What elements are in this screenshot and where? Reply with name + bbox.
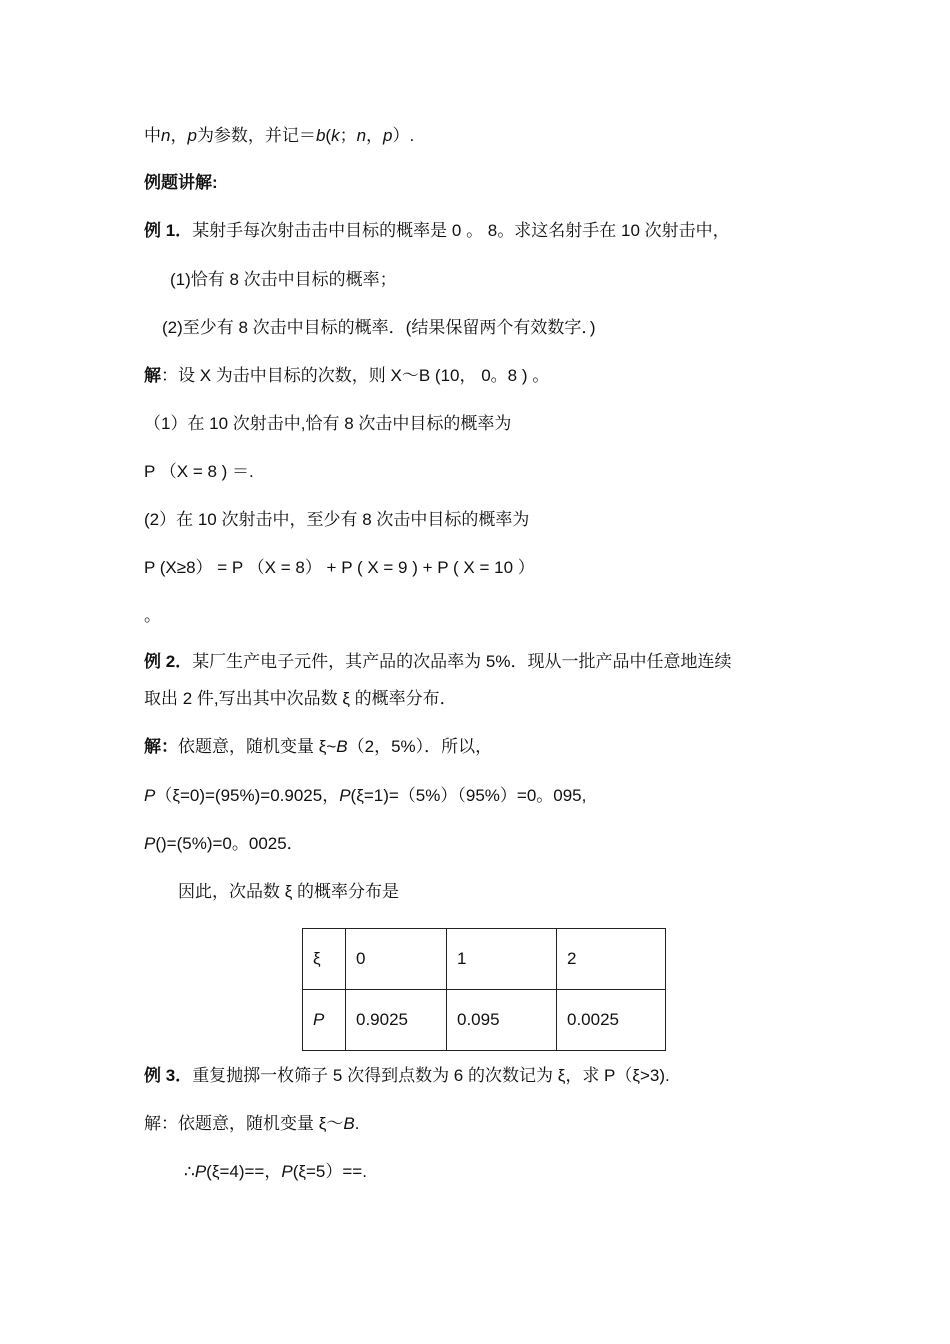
solution-1-line xyxy=(144,365,549,387)
text: 为参数，并记＝ xyxy=(196,126,316,145)
table-cell: 0.9025 xyxy=(346,990,447,1051)
solution-1-part-2: (2）在 10 次射击中，至少有 8 次击中目标的概率为 xyxy=(144,510,530,529)
var-b: B xyxy=(336,737,348,756)
text: (ξ=4)==， xyxy=(206,1162,282,1181)
var-p: p xyxy=(383,126,393,145)
text: ； xyxy=(339,126,357,145)
text: 某厂生产电子元件，其产品的次品率为 5%．现从一批产品中任意地连续 xyxy=(192,652,732,671)
var-p: P xyxy=(339,786,351,805)
formula-line: P (X≥8） = P （X = 8） + P ( X = 9 ) + P ( X = 10 ） xyxy=(144,558,535,577)
text: ， xyxy=(366,126,384,145)
text: ( xyxy=(325,126,332,145)
table-cell: 1 xyxy=(447,929,557,990)
text: （ξ=0)=(95%)=0.9025， xyxy=(155,786,340,805)
table-row xyxy=(303,929,666,990)
var-p: P xyxy=(144,834,156,853)
example-1-part-1: (1)恰有 8 次击中目标的概率； xyxy=(170,270,397,289)
var-p: p xyxy=(187,126,197,145)
example-2-line-2: 取出 2 件,写出其中次品数 ξ 的概率分布． xyxy=(144,689,457,708)
probability-distribution-table xyxy=(302,928,666,1051)
text: 某射手每次射击击中目标的概率是 0 。 8。求这名射手在 10 次射击中， xyxy=(192,221,730,240)
var-b: b xyxy=(315,126,326,145)
example-label: 例 2． xyxy=(144,652,193,671)
var-n: n xyxy=(161,126,171,145)
text: 中 xyxy=(144,126,161,145)
text: (ξ=1)=（5%）（95%）=0。095, xyxy=(350,786,587,805)
formula-line xyxy=(184,1161,367,1183)
text: 依题意，随机变量 ξ~ xyxy=(178,737,337,756)
var-k: k xyxy=(331,126,340,145)
section-heading: 例题讲解: xyxy=(144,173,218,192)
example-1-line xyxy=(144,220,730,242)
solution-2-line xyxy=(144,736,492,758)
table-cell: ξ xyxy=(303,929,346,990)
var-p: P xyxy=(281,1162,293,1181)
formula-line xyxy=(144,785,586,807)
formula-line: P （X = 8 ) ＝. xyxy=(144,462,254,481)
punctuation-line: 。 xyxy=(144,606,161,625)
example-1-part-2: (2)至少有 8 次击中目标的概率．(结果保留两个有效数字．) xyxy=(162,318,596,337)
solution-label: 解 xyxy=(144,366,161,385)
solution-3-line xyxy=(144,1113,359,1135)
example-3-line xyxy=(144,1065,670,1087)
table-cell: P xyxy=(303,990,346,1051)
var-b: B xyxy=(343,1114,355,1133)
text: ， xyxy=(170,126,188,145)
text: ）. xyxy=(392,126,415,145)
table-cell: 0 xyxy=(346,929,447,990)
table-cell: 0.0025 xyxy=(557,990,666,1051)
table-row xyxy=(303,990,666,1051)
text: ：设 X 为击中目标的次数，则 X～B (10， 0。8 ) 。 xyxy=(161,366,550,385)
text: . xyxy=(354,1114,360,1133)
example-label: 例 1． xyxy=(144,221,193,240)
distribution-intro: 因此，次品数 ξ 的概率分布是 xyxy=(178,882,400,901)
example-2-line xyxy=(144,651,731,673)
text: (ξ=5）==. xyxy=(292,1162,367,1181)
formula-line xyxy=(144,833,304,855)
solution-1-part-1: （1）在 10 次射击中,恰有 8 次击中目标的概率为 xyxy=(144,414,512,433)
var-p: P xyxy=(194,1162,207,1181)
text: ()=(5%)=0。0025． xyxy=(155,834,304,853)
table-cell: 0.095 xyxy=(447,990,557,1051)
var-n: n xyxy=(356,126,367,145)
therefore-symbol: ∴ xyxy=(184,1162,195,1181)
text: 重复抛掷一枚筛子 5 次得到点数为 6 的次数记为 ξ，求 P（ξ>3). xyxy=(192,1066,670,1085)
table-cell: 2 xyxy=(557,929,666,990)
text: 解：依题意，随机变量 ξ～ xyxy=(144,1114,344,1133)
example-label: 例 3． xyxy=(144,1066,193,1085)
text: （2，5%）．所以， xyxy=(347,737,493,756)
solution-label: 解： xyxy=(144,737,178,756)
text-line-1 xyxy=(144,125,414,147)
var-p: P xyxy=(144,786,156,805)
